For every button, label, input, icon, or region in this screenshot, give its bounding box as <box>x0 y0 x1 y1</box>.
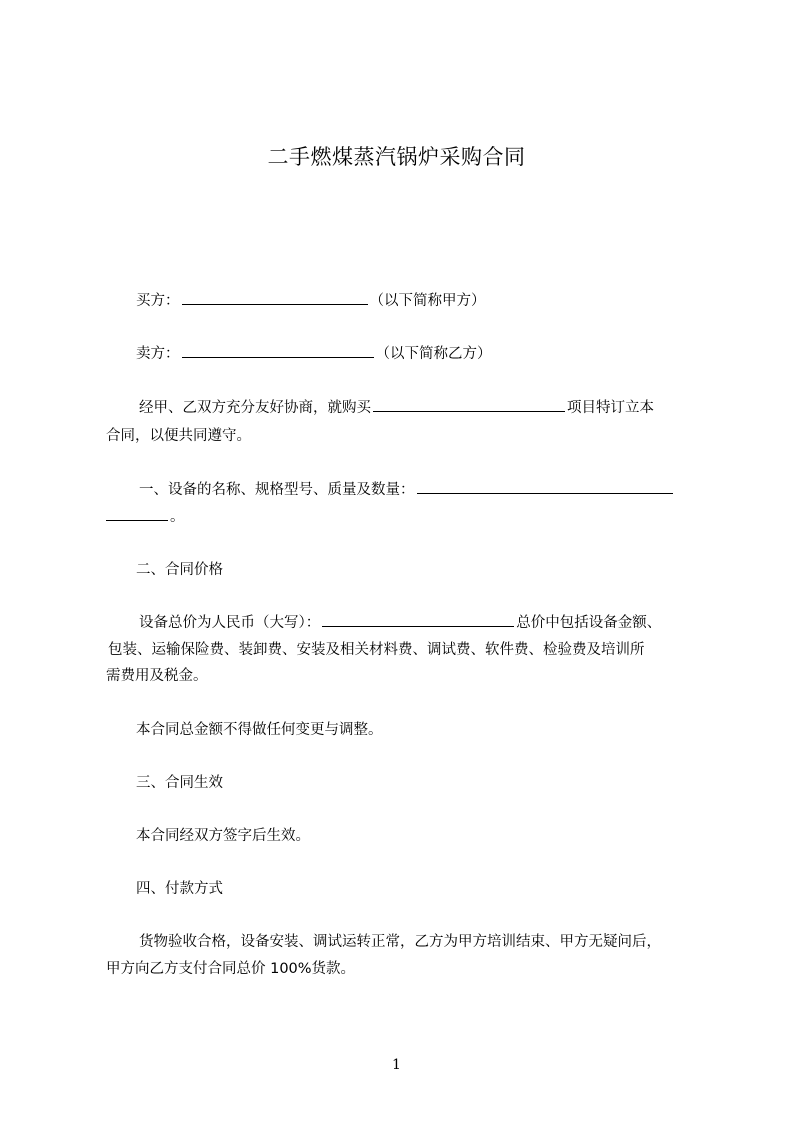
buyer-name-blank[interactable] <box>182 291 368 305</box>
page-title: 二手燃煤蒸汽锅炉采购合同 <box>267 145 526 169</box>
section-2-p1-line-3: 需费用及税金。 <box>106 668 208 684</box>
section-1-heading: 一、设备的名称、规格型号、质量及数量： <box>139 482 415 498</box>
intro-text-2: 项目特订立本 <box>567 400 654 416</box>
section-3-p1: 本合同经双方签字后生效。 <box>136 828 310 844</box>
equipment-spec-blank-continued[interactable] <box>106 507 168 521</box>
buyer-line <box>136 291 706 311</box>
page-number: 1 <box>392 1057 401 1073</box>
section-4-p1-line-1: 货物验收合格，设备安装、调试运转正常，乙方为甲方培训结束、甲方无疑问后， <box>139 934 661 950</box>
intro-line-2: 合同，以便共同遵守。 <box>106 428 251 444</box>
intro-line-1 <box>139 398 706 418</box>
equipment-spec-blank[interactable] <box>417 480 673 494</box>
buyer-label: 买方： <box>136 293 180 309</box>
seller-suffix: （以下简称乙方） <box>375 346 492 362</box>
section-2-p1-line-2: 包装、运输保险费、装卸费、安装及相关材料费、调试费、软件费、检验费及培训所 <box>108 642 645 658</box>
price-includes-text: 总价中包括设备金额、 <box>516 615 662 631</box>
seller-line <box>136 344 706 364</box>
buyer-suffix: （以下简称甲方） <box>369 293 486 309</box>
section-4-p1-line-2: 甲方向乙方支付合同总价 100%货款。 <box>106 961 356 977</box>
section-4-heading: 四、付款方式 <box>136 881 223 897</box>
section-2-p2: 本合同总金额不得做任何变更与调整。 <box>136 722 383 738</box>
section-1-continuation <box>106 507 706 527</box>
seller-label: 卖方： <box>136 346 180 362</box>
section-3-heading: 三、合同生效 <box>136 775 223 791</box>
section-1-end: 。 <box>170 509 185 525</box>
intro-text-1: 经甲、乙双方充分友好协商，就购买 <box>139 400 371 416</box>
section-1-heading-line <box>139 480 706 500</box>
section-2-p1-line-1 <box>139 613 706 633</box>
project-name-blank[interactable] <box>373 398 565 412</box>
seller-name-blank[interactable] <box>182 344 374 358</box>
total-price-blank[interactable] <box>322 613 514 627</box>
price-label: 设备总价为人民币（大写）： <box>139 615 321 631</box>
section-2-heading: 二、合同价格 <box>136 562 223 578</box>
